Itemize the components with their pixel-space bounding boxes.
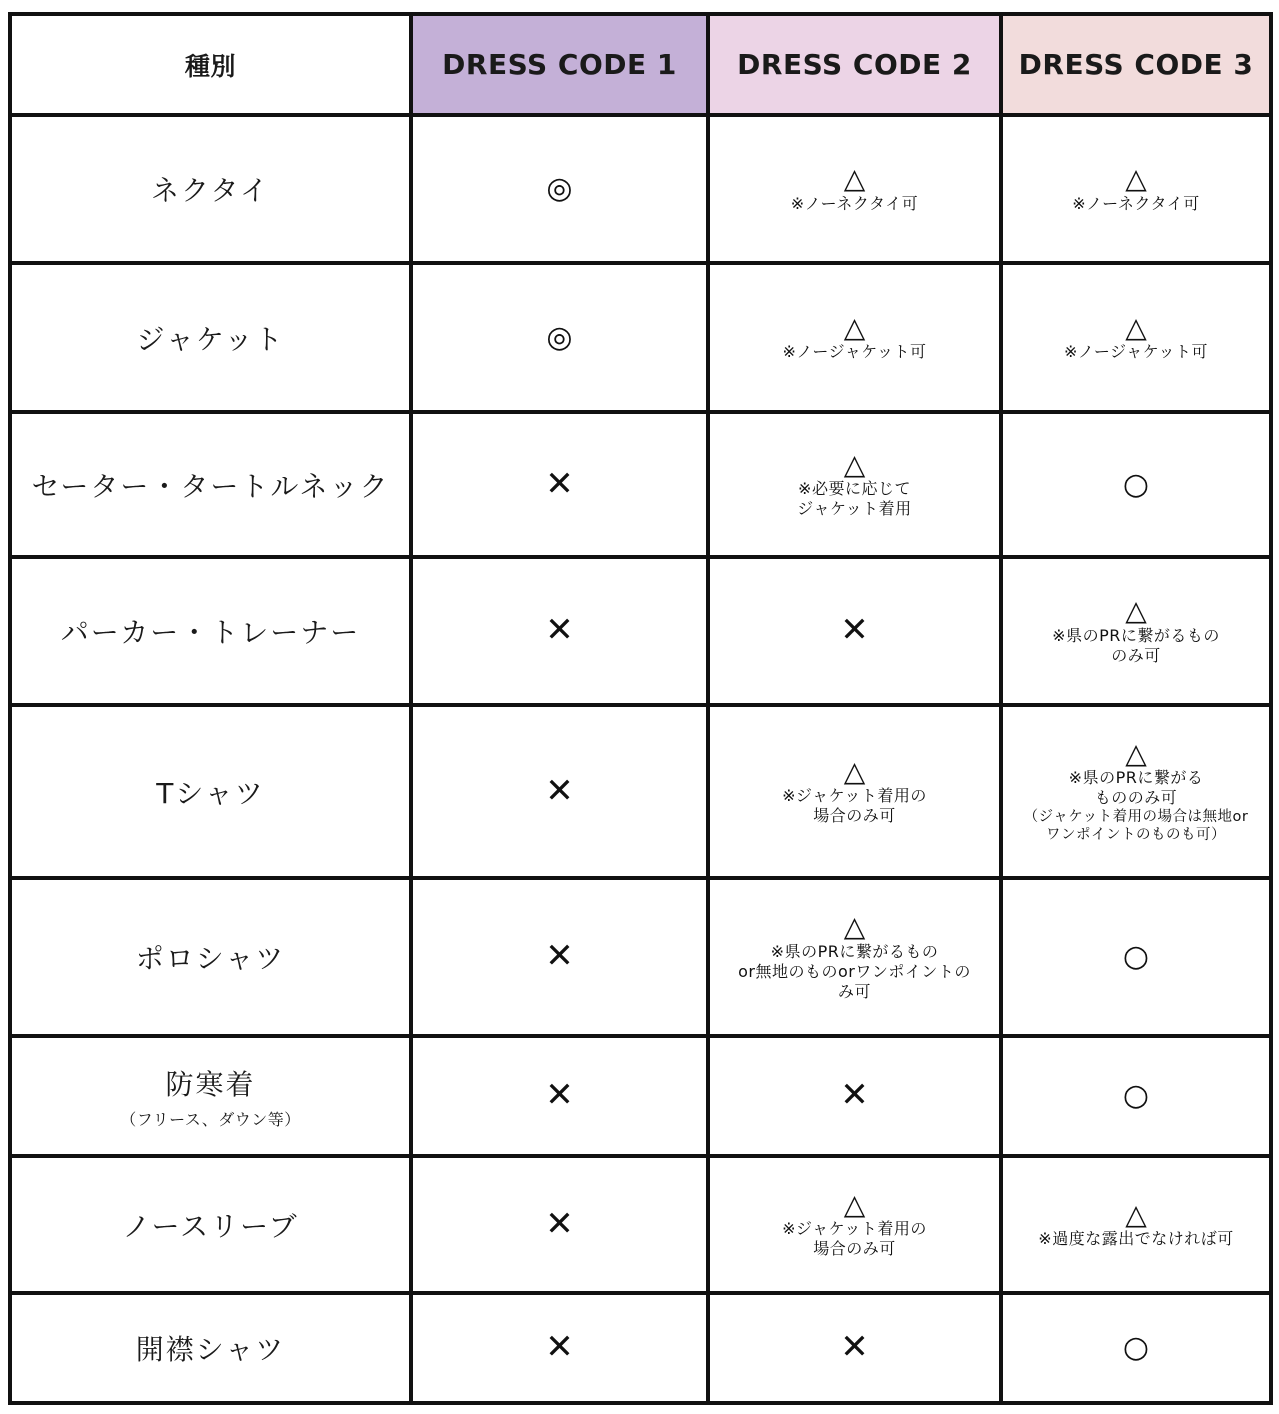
cross-mark-icon: ✕ <box>545 770 574 811</box>
clothing-type-cell <box>10 557 411 705</box>
clothing-type-cell <box>10 412 411 557</box>
note-text <box>710 786 999 826</box>
triangle-mark-icon: △ <box>843 754 866 788</box>
dress-code-2-cell <box>708 1036 1001 1156</box>
triangle-mark-icon: △ <box>1125 1197 1147 1231</box>
triangle-mark-icon: △ <box>843 1187 866 1221</box>
clothing-type-cell <box>10 1156 411 1293</box>
dress-code-2-cell <box>708 878 1001 1036</box>
dress-code-3-cell <box>1001 1293 1271 1403</box>
clothing-type-note: （フリース、ダウン等） <box>120 1109 301 1129</box>
note-sub: （ジャケット着用の場合は無地or ワンポイントのものも可） <box>1023 809 1249 844</box>
header-dress-code-2: DRESS CODE 2 <box>708 14 1001 115</box>
dress-code-3-cell <box>1001 878 1271 1036</box>
note-text <box>710 194 999 214</box>
header-dress-code-1: DRESS CODE 1 <box>411 14 708 115</box>
table-row <box>10 412 1271 557</box>
note-main: ※県のPRに繋がるもの or無地のものorワンポイントの み可 <box>738 941 971 1001</box>
note-main: ※過度な露出でなければ可 <box>1038 1229 1234 1249</box>
dress-code-2-cell <box>708 115 1001 263</box>
dress-code-2-cell <box>708 557 1001 705</box>
note-text <box>1003 1229 1269 1249</box>
note-main: ※ノーネクタイ可 <box>1072 193 1200 213</box>
triangle-mark-icon: △ <box>843 310 866 344</box>
dress-code-table-wrapper <box>8 12 1273 1405</box>
dress-code-3-cell <box>1001 557 1271 705</box>
clothing-type-label: ジャケット <box>136 322 285 356</box>
triangle-mark-icon: △ <box>1125 310 1147 344</box>
triangle-mark-icon: △ <box>1125 736 1147 770</box>
note-main: ※必要に応じて ジャケット着用 <box>797 479 912 519</box>
note-main: ※県のPRに繋がる もののみ可 <box>1068 768 1204 808</box>
cross-mark-icon: ✕ <box>840 1327 869 1368</box>
cross-mark-icon: ✕ <box>840 610 869 651</box>
note-text <box>710 1219 999 1259</box>
dress-code-1-cell <box>411 705 708 878</box>
note-main: ※ノージャケット可 <box>1064 342 1208 362</box>
clothing-type-cell <box>10 1036 411 1156</box>
triangle-mark-icon: △ <box>1125 594 1147 628</box>
clothing-type-cell <box>10 263 411 412</box>
note-text <box>1003 626 1269 666</box>
table-row <box>10 115 1271 263</box>
double-circle-mark-icon: ◎ <box>546 171 573 207</box>
dress-code-3-cell <box>1001 1156 1271 1293</box>
table-row <box>10 557 1271 705</box>
note-text <box>710 942 999 1002</box>
note-text <box>1003 768 1269 844</box>
dress-code-table <box>8 12 1273 1405</box>
note-text <box>710 479 999 519</box>
header-type: 種別 <box>10 14 411 115</box>
dress-code-1-cell <box>411 412 708 557</box>
clothing-type-label: パーカー・トレーナー <box>60 616 361 649</box>
clothing-type-cell <box>10 1293 411 1403</box>
dress-code-3-cell <box>1001 263 1271 412</box>
circle-mark-icon: ○ <box>1122 1330 1150 1366</box>
dress-code-2-cell <box>708 1293 1001 1403</box>
cross-mark-icon: ✕ <box>545 463 574 504</box>
cross-mark-icon: ✕ <box>545 1327 574 1368</box>
note-text <box>710 342 999 362</box>
table-row <box>10 705 1271 878</box>
clothing-type-cell <box>10 705 411 878</box>
circle-mark-icon: ○ <box>1122 466 1150 502</box>
dress-code-1-cell <box>411 1293 708 1403</box>
clothing-type-cell <box>10 878 411 1036</box>
double-circle-mark-icon: ◎ <box>546 319 573 355</box>
cross-mark-icon: ✕ <box>545 1203 574 1244</box>
circle-mark-icon: ○ <box>1122 1078 1150 1114</box>
circle-mark-icon: ○ <box>1122 939 1150 975</box>
dress-code-3-cell <box>1001 1036 1271 1156</box>
dress-code-1-cell <box>411 557 708 705</box>
dress-code-1-cell <box>411 115 708 263</box>
dress-code-2-cell <box>708 705 1001 878</box>
table-body <box>10 115 1271 1403</box>
dress-code-1-cell <box>411 263 708 412</box>
dress-code-3-cell <box>1001 115 1271 263</box>
dress-code-1-cell <box>411 878 708 1036</box>
cross-mark-icon: ✕ <box>545 610 574 651</box>
triangle-mark-icon: △ <box>1125 162 1147 196</box>
note-main: ※ノージャケット可 <box>782 342 927 362</box>
table-row <box>10 1036 1271 1156</box>
clothing-type-label: ポロシャツ <box>135 942 286 975</box>
triangle-mark-icon: △ <box>843 447 866 481</box>
note-text <box>1003 194 1269 214</box>
dress-code-3-cell <box>1001 412 1271 557</box>
clothing-type-label: ネクタイ <box>151 174 270 207</box>
clothing-type-cell <box>10 115 411 263</box>
table-row <box>10 878 1271 1036</box>
note-main: ※ジャケット着用の 場合のみ可 <box>782 786 927 826</box>
dress-code-1-cell <box>411 1036 708 1156</box>
dress-code-3-cell <box>1001 705 1271 878</box>
cross-mark-icon: ✕ <box>545 1075 574 1116</box>
triangle-mark-icon: △ <box>843 162 866 196</box>
cross-mark-icon: ✕ <box>545 936 574 977</box>
clothing-type-label: Tシャツ <box>156 776 265 810</box>
clothing-type-label: 防寒着 <box>165 1067 256 1101</box>
header-row <box>10 14 1271 115</box>
note-text <box>1003 342 1269 362</box>
dress-code-2-cell <box>708 263 1001 412</box>
clothing-type-label: 開襟シャツ <box>135 1333 286 1366</box>
clothing-type-label: ノースリーブ <box>122 1209 299 1243</box>
clothing-type-label: セーター・タートルネック <box>31 469 390 503</box>
dress-code-1-cell <box>411 1156 708 1293</box>
table-row <box>10 1156 1271 1293</box>
table-row <box>10 263 1271 412</box>
triangle-mark-icon: △ <box>843 910 866 944</box>
cross-mark-icon: ✕ <box>840 1075 869 1116</box>
note-main: ※ジャケット着用の 場合のみ可 <box>782 1219 927 1259</box>
dress-code-2-cell <box>708 1156 1001 1293</box>
note-main: ※ノーネクタイ可 <box>790 193 919 213</box>
header-dress-code-3: DRESS CODE 3 <box>1001 14 1271 115</box>
note-main: ※県のPRに繋がるもの のみ可 <box>1052 625 1220 665</box>
table-row <box>10 1293 1271 1403</box>
dress-code-2-cell <box>708 412 1001 557</box>
